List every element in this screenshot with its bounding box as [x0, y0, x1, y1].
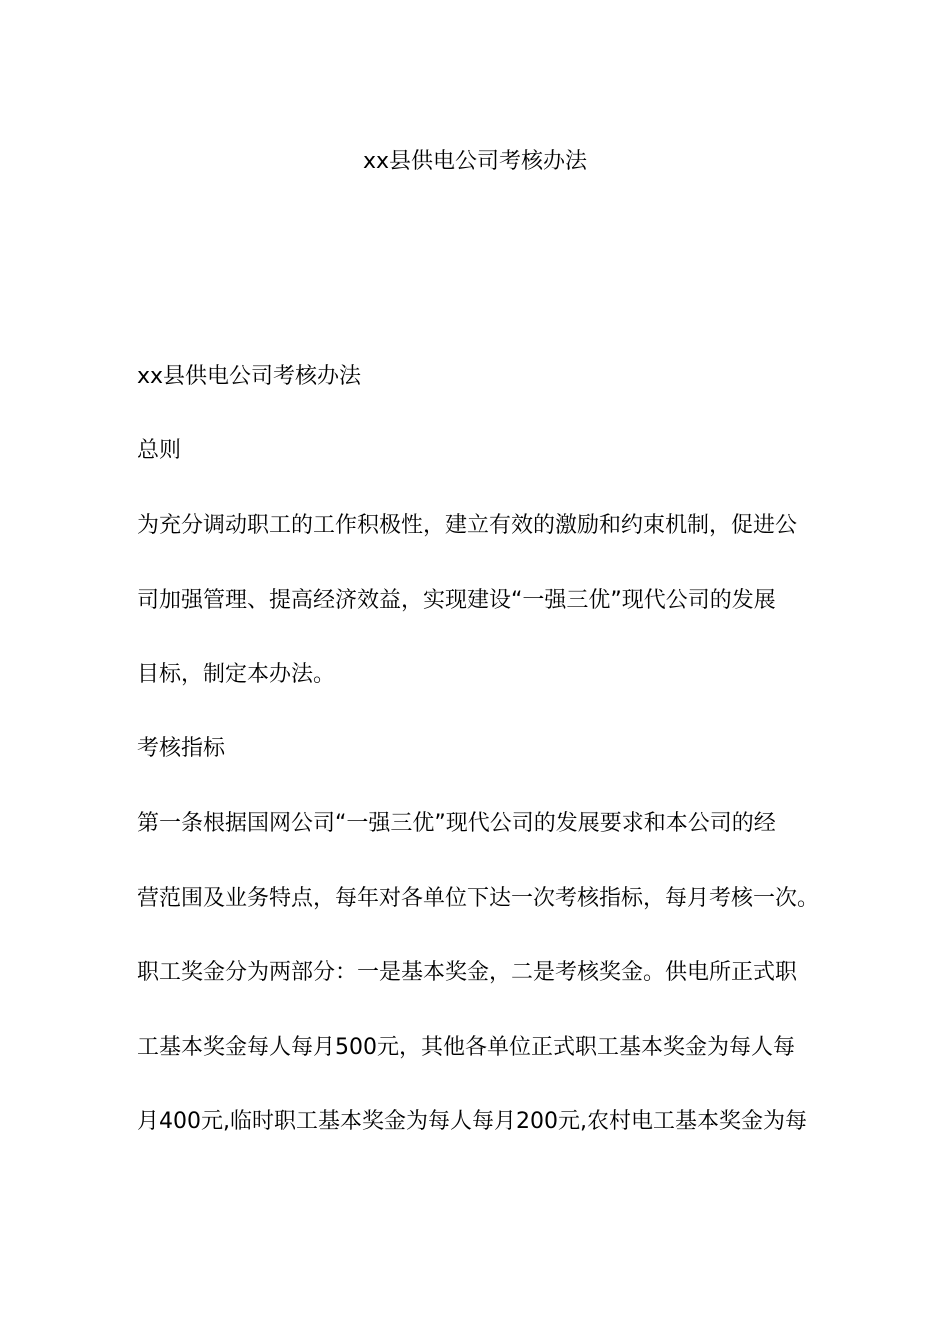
- paragraph-line: 营范围及业务特点，每年对各单位下达一次考核指标，每月考核一次。: [137, 886, 820, 911]
- paragraph-line: 工基本奖金每人每月500元，其他各单位正式职工基本奖金为每人每: [137, 1035, 795, 1060]
- paragraph-line: 月400元,临时职工基本奖金为每人每月200元,农村电工基本奖金为每: [137, 1109, 807, 1134]
- document-subtitle: xx县供电公司考核办法: [137, 364, 362, 389]
- paragraph-line: 职工奖金分为两部分：一是基本奖金，二是考核奖金。供电所正式职: [137, 960, 798, 985]
- paragraph-line: 为充分调动职工的工作积极性，建立有效的激励和约束机制，促进公: [137, 513, 798, 538]
- section-heading-general: 总则: [137, 438, 182, 463]
- paragraph-line: 司加强管理、提高经济效益，实现建设“一强三优”现代公司的发展: [137, 588, 776, 613]
- document-title: xx县供电公司考核办法: [362, 149, 588, 174]
- paragraph-line: 第一条根据国网公司“一强三优”现代公司的发展要求和本公司的经: [137, 811, 776, 836]
- section-heading-indicators: 考核指标: [137, 736, 226, 761]
- paragraph-line: 目标，制定本办法。: [137, 662, 336, 687]
